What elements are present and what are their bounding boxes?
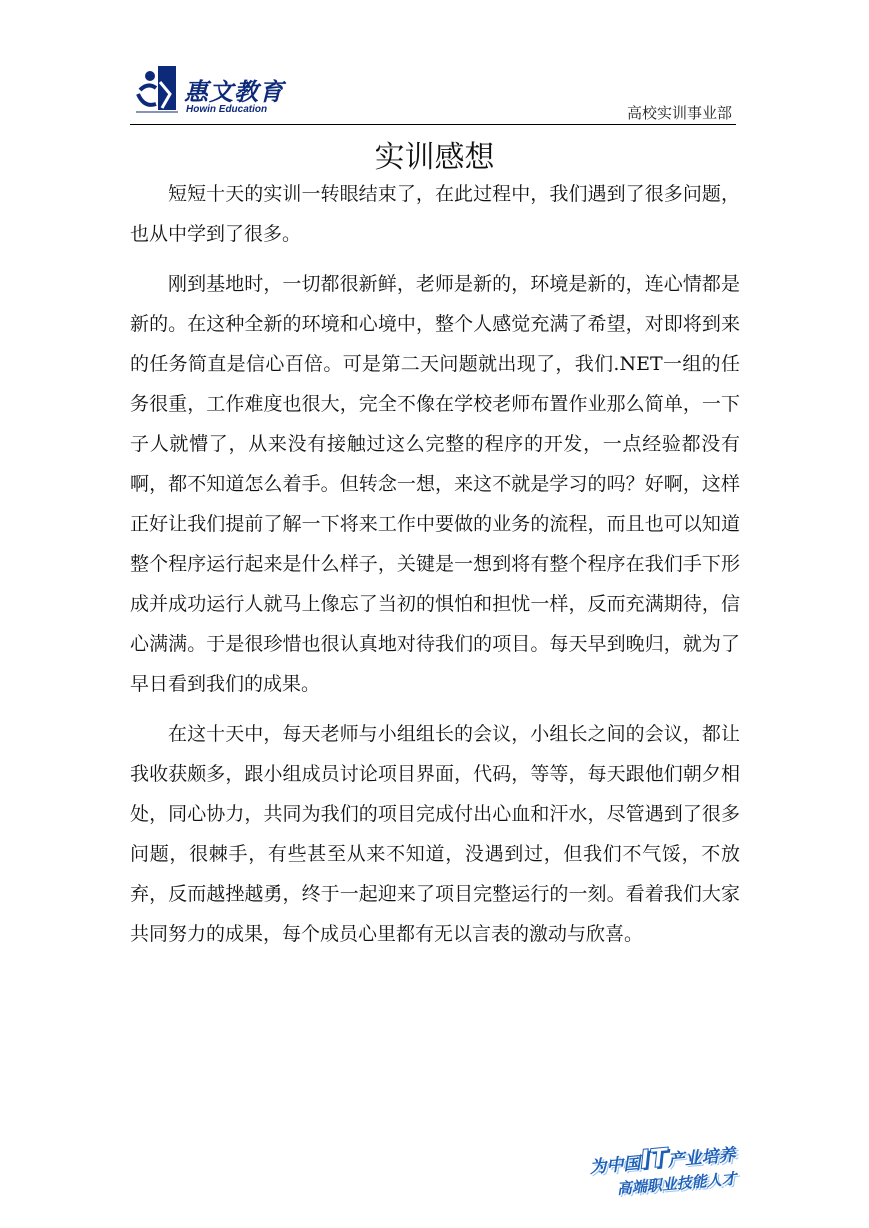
logo-runner-icon	[134, 64, 184, 116]
logo-chinese-name: 惠文教育	[184, 78, 284, 106]
footer-slogan	[588, 1143, 788, 1216]
document-body	[130, 174, 740, 954]
page-header	[130, 62, 736, 124]
slogan-line-2: 高端职业技能人才	[616, 1169, 738, 1198]
slogan-prefix: 为中国	[588, 1153, 642, 1178]
slogan-suffix: 产业培养	[666, 1145, 737, 1172]
paragraph: 在这十天中，每天老师与小组组长的会议，小组长之间的会议，都让我收获颇多，跟小组成员讨论项目界面，代码，等等，每天跟他们朝夕相处，同心协力，共同为我们的项目完成付出心血和汗水，尽管遇到了很多问题，很棘手，有些甚至从来不知道，没遇到过，但我们不气馁，不放弃，反而越挫越勇，终于一起迎来了项目完整运行的一刻。看着我们大家共同努力的成果，每个成员心里都有无以言表的激动与欣喜。	[130, 723, 740, 945]
header-divider	[130, 124, 736, 125]
slogan-it: IT	[638, 1143, 669, 1176]
document-title: 实训感想	[374, 140, 495, 175]
department-label: 高校实训事业部	[626, 104, 732, 122]
logo-english-name: Howin Education	[186, 104, 268, 115]
paragraph: 短短十天的实训一转眼结束了，在此过程中，我们遇到了很多问题，也从中学到了很多。	[130, 183, 740, 245]
paragraph: 刚到基地时，一切都很新鲜，老师是新的，环境是新的，连心情都是新的。在这种全新的环境和心境中，整个人感觉充满了希望，对即将到来的任务简直是信心百倍。可是第二天问题就出现了，我们.NET一组的任务很重，工作难度也很大，完全不像在学校老师布置作业那么简单，一下子人就懵了，从来没有接触过这么完整的程序的开发，一点经验都没有啊，都不知道怎么着手。但转念一想，来这不就是学习的吗？好啊，这样正好让我们提前了解一下将来工作中要做的业务的流程，而且也可以知道整个程序运行起来是什么样子，关键是一想到将有整个程序在我们手下形成并成功运行人就马上像忘了当初的惧怕和担忧一样，反而充满期待，信心满满。于是很珍惜也很认真地对待我们的项目。每天早到晚归，就为了早日看到我们的成果。	[130, 273, 740, 695]
company-logo	[134, 62, 324, 120]
